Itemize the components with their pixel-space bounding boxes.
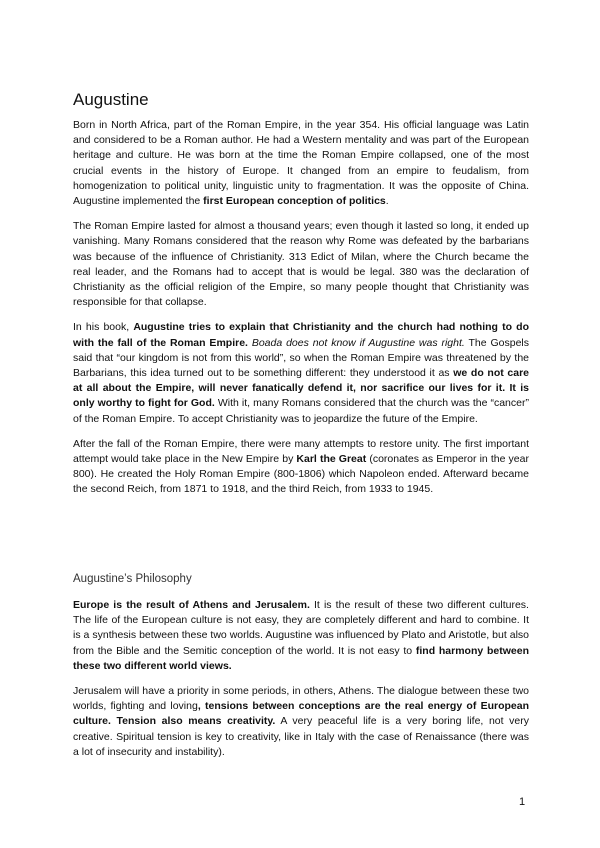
- bold-text: find harmony between these two different world views.: [73, 644, 529, 672]
- paragraph-text: A very peaceful life is a very boring life, not very creative. Spiritual tension is key to creativity, like in Italy with the case of Renaissance (there was a lot of insecurity and instability).: [73, 715, 529, 758]
- bold-text: we do not care at all about the Empire, will never fanatically defend it, nor sacrifice our lives for it. It is only worthy to fight for God.: [73, 367, 530, 410]
- bold-text: , tensions between conceptions are the real energy of European culture. Tension also means creativity.: [73, 700, 529, 728]
- italic-text: Boada does not know if Augustine was right.: [247, 336, 465, 349]
- paragraph-text: It is the result of these two different cultures. The life of the European culture is not easy, they are completely different and hard to combine. It is a synthesis between these two worlds. Augustine was influenced by Plato and Aristotle, but also from the Bible and the Semitic conception of the world. It is not easy to: [73, 599, 529, 657]
- bold-text: Augustine tries to explain that Christianity and the church had nothing to do with the fall of the Roman Empire.: [73, 321, 529, 349]
- paragraph-text: .: [385, 195, 389, 208]
- page-title: Augustine: [73, 90, 149, 109]
- bold-text: Karl the Great: [296, 453, 367, 466]
- paragraph-text: With it, many Romans considered that the church was the “cancer” of the Roman Empire. To accept Christianity was to jeopardize the future of the Empire.: [73, 397, 529, 425]
- section-subtitle: Augustine’s Philosophy: [73, 573, 192, 585]
- paragraph-text: In his book,: [73, 321, 134, 334]
- paragraph-text: Jerusalem will have a priority in some periods, in others, Athens. The dialogue between these two worlds, fighting and loving: [73, 685, 529, 713]
- bold-text: Europe is the result of Athens and Jerusalem.: [73, 599, 310, 611]
- paragraph-5: [73, 598, 529, 674]
- paragraph-text: Born in North Africa, part of the Roman Empire, in the year 354. His official language was Latin and considered to be a Roman author. He had a Western mentality and was part of the European heritage and culture. He was born at the time the Roman Empire collapsed, one of the most crucial events in the history of Europe. It changed from an empire to feudalism, from homogenization to political unity, linguistic unity to fragmentation. It was the opposite of China. Augustine implemented the: [73, 119, 529, 208]
- page-number: 1: [519, 796, 526, 808]
- paragraph-1: [73, 118, 529, 209]
- section-augustine-body: [73, 118, 529, 508]
- paragraph-text: The Gospels said that “our kingdom is not from this world”, so when the Roman Empire was threatened by the Barbarians, this idea turned out to be something different: they understood it as: [73, 336, 529, 380]
- paragraph-2: The Roman Empire lasted for almost a thousand years; even though it lasted so long, it ended up vanishing. Many Romans considered that the reason why Rome was defeated by the barbarians was because of the influence of Christianity. 313 Edict of Milan, where the Church became the real leader, and the Romans had to accept that is would be legal. 380 was the declaration of Christianity as the official religion of the Empire, so many people thought that Christianity was responsible for that collapse.: [73, 220, 529, 309]
- section-philosophy-body: [73, 598, 529, 770]
- paragraph-text: After the fall of the Roman Empire, there were many attempts to restore unity. The first important attempt would take place in the New Empire by: [73, 437, 529, 466]
- paragraph-text: (coronates as Emperor in the year 800). He created the Holy Roman Empire (800-1806) which Napoleon ended. Afterward became the second Reich, from 1871 to 1918, and the third Reich, from 1933 to 1945.: [73, 453, 529, 496]
- bold-text: first European conception of politics: [203, 195, 386, 208]
- paragraph-3: [73, 320, 529, 426]
- paragraph-4: [73, 437, 529, 498]
- paragraph-6: [73, 684, 529, 760]
